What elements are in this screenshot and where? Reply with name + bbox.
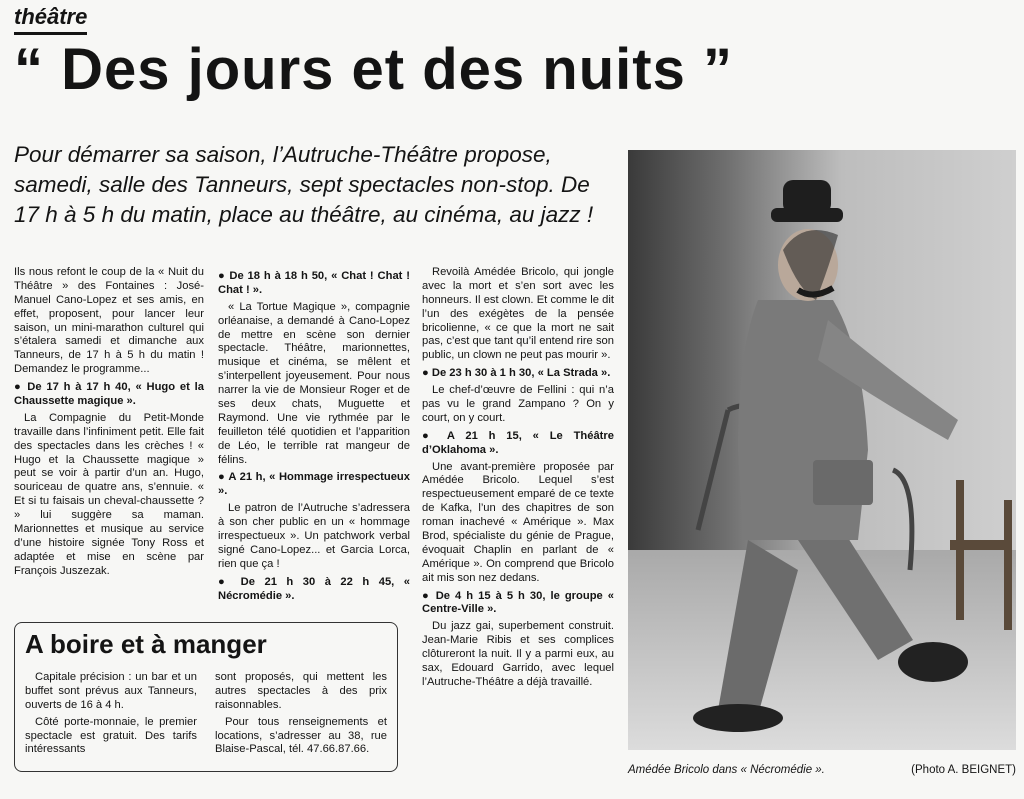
article-paragraph: « La Tortue Magique », compagnie orléanaise, a demandé à Cano-Lopez de mettre en scène son dernier spectacle. Théâtre, marionnettes, musique et cinéma, se mêlent et s’interpellent joyeusement. Pour nous narrer la vie de Monsieur Roger et de ses deux chats, Muguette et Raymond. Une vie rythmée par le feuilleton télé quotidien et l’apparition de Léo, le terrible rat mangeur de félins. <box>218 300 410 466</box>
info-box-column-left <box>25 671 197 760</box>
program-subheading: ● A 21 h 15, « Le Théâtre d’Oklahoma ». <box>422 429 614 456</box>
article-paragraph: Du jazz gai, superbement construit. Jean-Marie Ribis et ses complices clôtureront la nuit. Il y a parmi eux, au sax, Edouard Garrido, avec lequel l’Autruche-Théâtre a déjà travaillé. <box>422 620 614 688</box>
article-paragraph: Le chef-d’œuvre de Fellini : qui n’a pas vu le grand Zampano ? On y court, on y court. <box>422 384 614 424</box>
article-paragraph: Ils nous refont le coup de la « Nuit du Théâtre » des Fontaines : José-Manuel Cano-Lopez et ses amis, en effet, proposent, pour lancer leur saison, un mini-marathon culturel qui s’étalera samedi et dimanche aux Tanneurs, de 17 h à 5 h du matin ! Demandez le programme... <box>14 266 204 376</box>
caption-text: Amédée Bricolo dans « Nécromédie ». <box>628 764 825 776</box>
info-box <box>14 622 398 772</box>
program-subheading: ● De 21 h 30 à 22 h 45, « Nécromédie ». <box>218 575 410 602</box>
program-subheading: ● A 21 h, « Hommage irrespectueux ». <box>218 471 410 498</box>
program-subheading: ● De 18 h à 18 h 50, « Chat ! Chat ! Chat ! ». <box>218 270 410 296</box>
info-paragraph: sont proposés, qui mettent les autres spectacles à des prix raisonnables. <box>215 671 387 711</box>
intro-paragraph: Pour démarrer sa saison, l’Autruche-Théâtre propose, samedi, salle des Tanneurs, sept spectacles non-stop. De 17 h à 5 h du matin, place au théâtre, au cinéma, au jazz ! <box>14 142 594 227</box>
clown-figure-illustration <box>628 150 1016 750</box>
article-paragraph: Une avant-première proposée par Amédée Bricolo. Lequel s’est respectueusement emparé de ce texte de Kafka, l’un des chapitres de son roman inachevé « Amérique ». Max Brod, spécialiste du génie de Prague, évoquait Chaplin en parlant de « Amérique ». On comprend que Bricolo ait mis son nez dedans. <box>422 460 614 584</box>
article-paragraph: Le patron de l’Autruche s’adressera à son cher public en un « hommage irrespectueux ». Un patchwork verbal signé Cano-Lopez... et Garcia Lorca, rien que ça ! <box>218 502 410 570</box>
photo-caption <box>628 764 1016 776</box>
clown-photo <box>628 150 1016 750</box>
article-column-3 <box>422 266 614 692</box>
info-paragraph: Pour tous renseignements et locations, s’adresser au 38, rue Blaise-Pascal, tél. 47.66.87.66. <box>215 715 387 756</box>
headline: “ Des jours et des nuits ” <box>14 37 733 102</box>
article-column-2 <box>218 266 410 606</box>
info-paragraph: Côté porte-monnaie, le premier spectacle est gratuit. Des tarifs intéressants <box>25 715 197 756</box>
info-box-column-right <box>215 671 387 760</box>
program-subheading: ● De 23 h 30 à 1 h 30, « La Strada ». <box>422 367 611 380</box>
article-paragraph: La Compagnie du Petit-Monde travaille dans l’infiniment petit. Elle fait des spectacles dans les crèches ! « Hugo et la Chaussette magique » peut se voir à partir d’un an. Hugo, souriceau de quatre ans, s’ennuie. « Et si tu faisais un cheval-chaussette ? » lui suggère sa maman. Marionnettes et musique au service d’une histoire signée Tony Ross et adaptée et mise en scène par François Juszezak. <box>14 411 204 577</box>
info-paragraph: Capitale précision : un bar et un buffet sont prévus aux Tanneurs, ouverts de 16 à 4 h. <box>25 671 197 711</box>
article-paragraph: Revoilà Amédée Bricolo, qui jongle avec la mort et s’en sort avec les honneurs. Il est clown. Et comme le dit l’un des exégètes de la pensée bricolienne, « ce que la mort ne sait pas, c’est que tant qu’il entend rire son public, un clown ne peut pas mourir ». <box>422 266 614 362</box>
section-tag: théâtre <box>14 4 87 35</box>
photo-credit: (Photo A. BEIGNET) <box>911 764 1016 776</box>
info-box-title: A boire et à manger <box>25 629 267 659</box>
program-subheading: ● De 4 h 15 à 5 h 30, le groupe « Centre-Ville ». <box>422 589 614 616</box>
program-subheading: ● De 17 h à 17 h 40, « Hugo et la Chaussette magique ». <box>14 381 204 408</box>
article-column-1 <box>14 266 204 581</box>
